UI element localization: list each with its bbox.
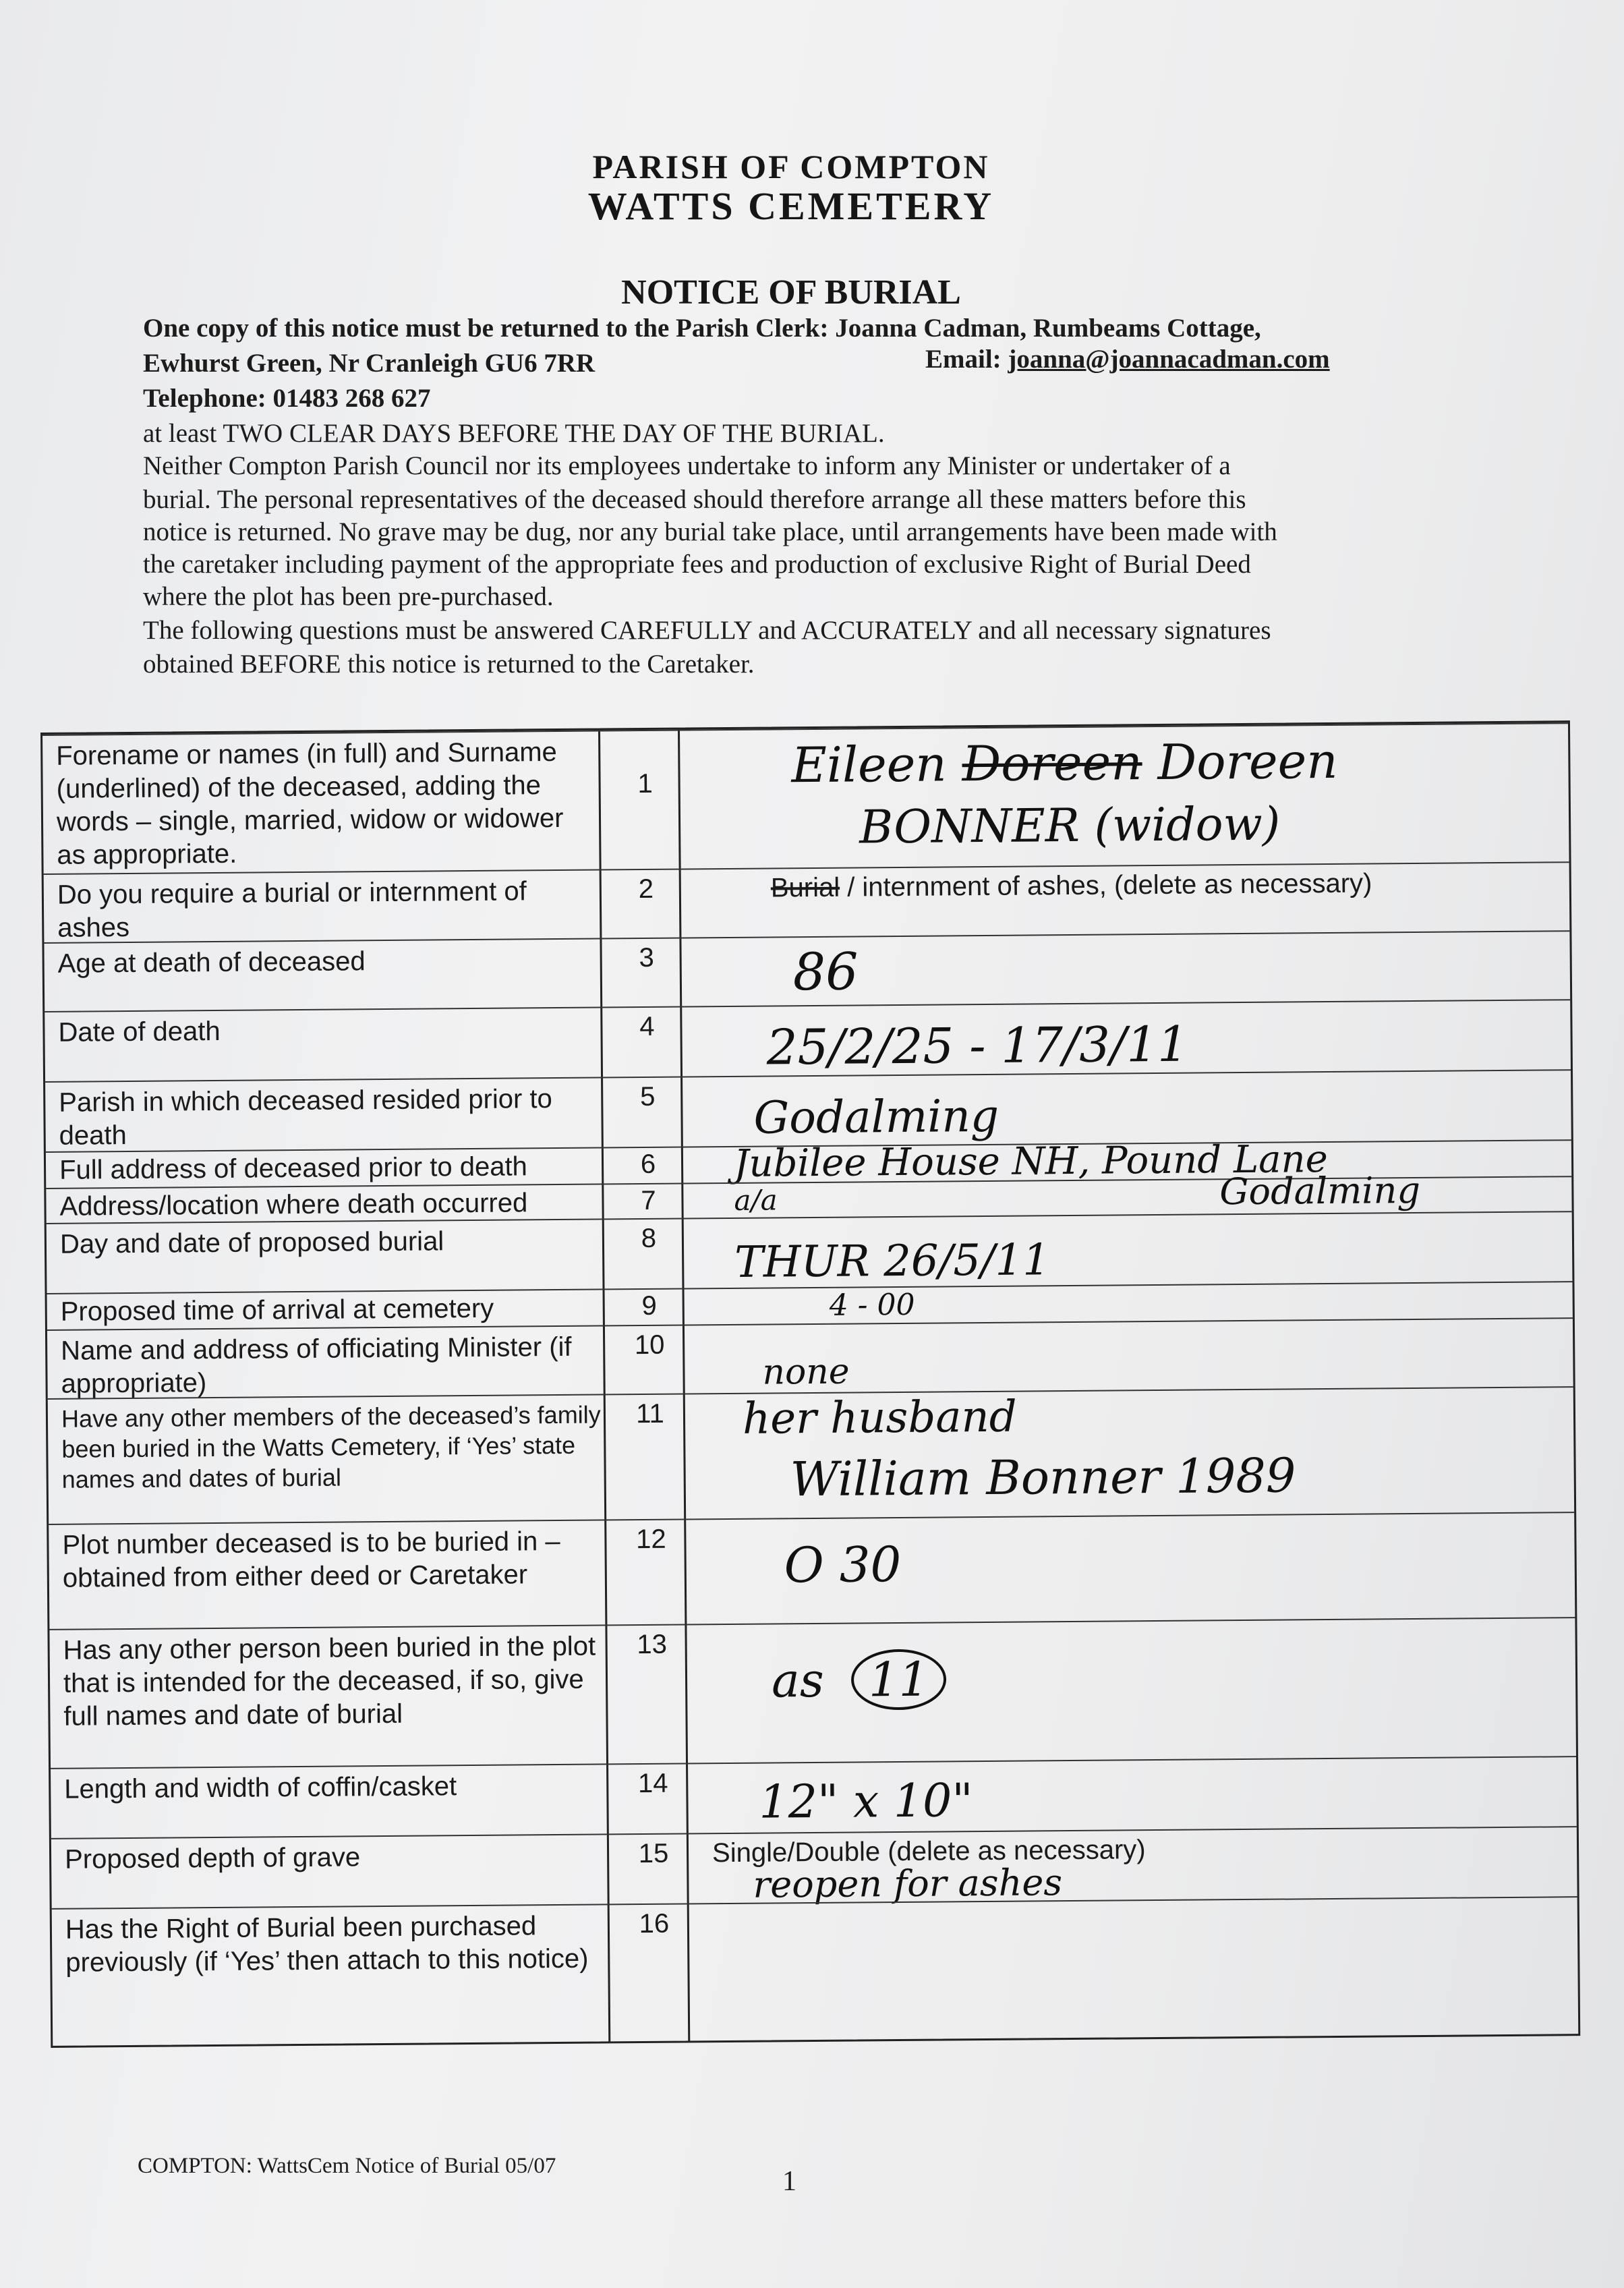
answer-8[interactable]: THUR 26/5/11 — [734, 1235, 1051, 1288]
form-row-8 — [47, 1211, 1573, 1293]
answer-7-extra[interactable]: Godalming — [1219, 1168, 1421, 1213]
intro-line-7: notice is returned. No grave may be dug, nor any burial take place, until arrangements have been made with — [143, 517, 1277, 546]
row-number-13: 13 — [637, 1629, 668, 1660]
row-number-5: 5 — [639, 1081, 656, 1112]
question-10: Name and address of officiating Minister (if appropriate) — [61, 1332, 572, 1399]
email-label: Email: — [925, 345, 1008, 374]
row-number-7: 7 — [641, 1185, 656, 1216]
row-number-11: 11 — [636, 1398, 664, 1429]
question-3: Age at death of deceased — [57, 946, 366, 979]
row-number-8: 8 — [641, 1223, 657, 1254]
answer-14[interactable]: 12" x 10" — [759, 1774, 973, 1829]
question-7: Address/location where death occurred — [59, 1188, 528, 1222]
page-number: 1 — [782, 2166, 796, 2197]
question-9: Proposed time of arrival at cemetery — [60, 1293, 494, 1327]
printed-options-15: Single/Double (delete as necessary) — [712, 1835, 1146, 1868]
row-number-14: 14 — [637, 1768, 668, 1799]
question-6: Full address of deceased prior to death — [59, 1151, 527, 1185]
form-row-12 — [49, 1512, 1575, 1629]
printed-options-2: Burial / internment of ashes, (delete as necessary) — [770, 868, 1372, 903]
form-row-4 — [45, 999, 1571, 1081]
answer-4[interactable]: 25/2/25 - 17/3/11 — [766, 1015, 1189, 1076]
answer-16-empty[interactable] — [689, 1897, 1579, 2044]
answer-13[interactable]: as 11 — [772, 1649, 947, 1711]
row-number-9: 9 — [641, 1290, 658, 1321]
intro-line-9: where the plot has been pre-purchased. — [143, 582, 554, 611]
form-row-15 — [51, 1826, 1577, 1908]
struck-burial: Burial — [770, 872, 840, 903]
notice-title: NOTICE OF BURIAL — [621, 273, 961, 312]
question-4: Date of death — [58, 1016, 221, 1048]
form-row-14 — [51, 1756, 1577, 1838]
answer-6[interactable]: Jubilee House NH, Pound Lane — [733, 1137, 1328, 1186]
answer-15[interactable]: reopen for ashes — [753, 1861, 1063, 1906]
question-1: Forename or names (in full) and Surname (underlined) of the deceased, adding the words – single, married, widow or widower as appropriate. — [56, 737, 564, 870]
answer-5[interactable]: Godalming — [753, 1089, 999, 1144]
intro-line-10: The following questions must be answered CAREFULLY and ACCURATELY and all necessary signatures — [143, 616, 1271, 645]
question-11: Have any other members of the deceased’s family been buried in the Watts Cemetery, if ‘Yes’ state names and dates of burial — [61, 1400, 601, 1493]
row-number-4: 4 — [639, 1011, 655, 1042]
email-line — [925, 344, 1330, 374]
footer-reference: COMPTON: WattsCem Notice of Burial 05/07 — [138, 2154, 556, 2178]
row-number-15: 15 — [638, 1838, 669, 1869]
question-14: Length and width of coffin/casket — [64, 1771, 457, 1804]
row-number-6: 6 — [640, 1149, 656, 1180]
answer-10[interactable]: none — [762, 1351, 850, 1393]
question-2: Do you require a burial or internment of ashes — [57, 876, 527, 943]
question-13: Has any other person been buried in the plot that is intended for the deceased, if so, give full names and date of burial — [63, 1631, 596, 1732]
row-number-10: 10 — [634, 1329, 665, 1361]
telephone-line: Telephone: 01483 268 627 — [143, 384, 431, 413]
burial-form-table — [40, 720, 1580, 2048]
answer-1-surname[interactable]: BONNER (widow) — [859, 797, 1281, 855]
circled-reference: 11 — [851, 1649, 947, 1710]
intro-line-4: at least TWO CLEAR DAYS BEFORE THE DAY OF THE BURIAL. — [143, 419, 885, 448]
row-number-12: 12 — [635, 1524, 666, 1555]
row-number-1: 1 — [637, 768, 653, 799]
clerk-line: One copy of this notice must be returned to the Parish Clerk: Joanna Cadman, Rumbeams Cottage, — [143, 314, 1261, 343]
answer-11-line2[interactable]: William Bonner 1989 — [790, 1448, 1296, 1508]
intro-line-6: burial. The personal representatives of the deceased should therefore arrange all these matters before this — [143, 485, 1246, 514]
intro-line-8: the caretaker including payment of the appropriate fees and production of exclusive Right of Burial Deed — [143, 550, 1251, 579]
form-row-13 — [49, 1617, 1576, 1768]
parish-heading: PARISH OF COMPTON — [592, 148, 990, 185]
form-row-1 — [42, 722, 1569, 874]
question-16: Has the Right of Burial been purchased previously (if ‘Yes’ then attach to this notice) — [65, 1911, 589, 1978]
answer-3[interactable]: 86 — [792, 941, 859, 1002]
answer-12[interactable]: O 30 — [784, 1536, 902, 1594]
intro-line-11: obtained BEFORE this notice is returned to the Caretaker. — [143, 650, 755, 679]
answer-11-line1[interactable]: her husband — [742, 1392, 1017, 1444]
struck-name: Doreen — [962, 734, 1142, 793]
form-row-10 — [47, 1317, 1573, 1398]
form-row-3 — [44, 930, 1570, 1011]
question-12: Plot number deceased is to be buried in – obtained from either deed or Caretaker — [62, 1526, 560, 1593]
row-number-16: 16 — [639, 1908, 670, 1939]
form-row-5 — [45, 1069, 1571, 1151]
question-5: Parish in which deceased resided prior to death — [59, 1084, 552, 1151]
answer-1-forename[interactable]: Eileen Doreen Doreen — [791, 732, 1338, 794]
clerk-address-line: Ewhurst Green, Nr Cranleigh GU6 7RR — [143, 349, 596, 378]
form-row-11 — [48, 1386, 1574, 1524]
answer-9[interactable]: 4 - 00 — [829, 1287, 915, 1323]
answer-7[interactable]: a/a — [734, 1183, 778, 1217]
row-number-3: 3 — [639, 942, 654, 973]
email-link[interactable]: joanna@joannacadman.com — [1008, 345, 1330, 374]
question-15: Proposed depth of grave — [64, 1842, 361, 1875]
cemetery-heading: WATTS CEMETERY — [587, 184, 995, 228]
intro-line-5: Neither Compton Parish Council nor its employees undertake to inform any Minister or undertaker of a — [143, 451, 1231, 480]
form-row-2 — [44, 861, 1570, 942]
row-number-2: 2 — [638, 874, 654, 905]
question-8: Day and date of proposed burial — [59, 1226, 444, 1259]
form-row-16 — [52, 1896, 1579, 2050]
